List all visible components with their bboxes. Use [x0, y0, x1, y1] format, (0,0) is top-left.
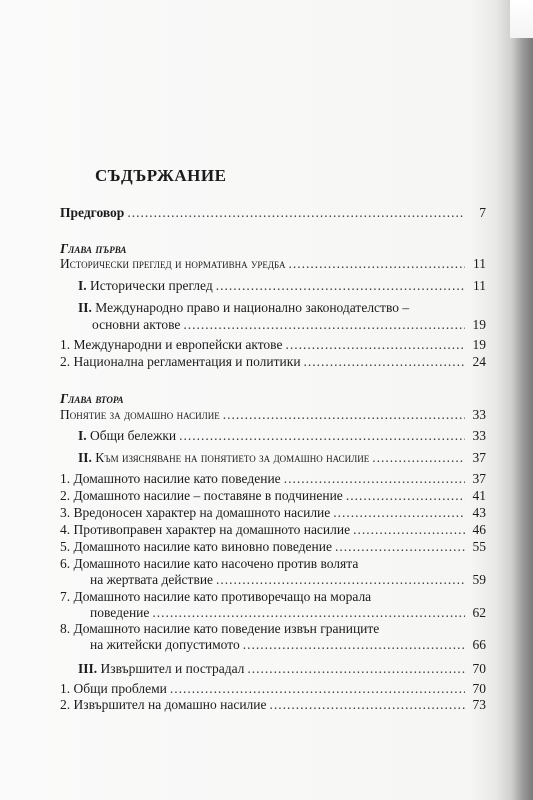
dot-leader — [183, 316, 465, 333]
toc-entry-section[interactable] — [78, 449, 486, 466]
toc-entry-section[interactable] — [78, 660, 486, 677]
toc-entry-label: 1. Домашното насилие като поведение — [60, 471, 281, 486]
toc-entry-label: Исторически преглед и нормативна уредба — [60, 256, 286, 271]
toc-entry-item[interactable] — [60, 538, 486, 555]
toc-page-number: 7 — [479, 205, 486, 220]
toc-entry-label: 3. Вредоносен характер на домашното насилие — [60, 505, 331, 520]
toc-entry-label: Общи бележки — [90, 428, 177, 443]
toc-entry-label: 1. Международни и европейски актове — [60, 337, 283, 352]
toc-entry-label: 2. Извършител на домашно насилие — [60, 697, 267, 712]
toc-page-number: 33 — [472, 407, 486, 422]
section-number: II. — [78, 450, 92, 465]
dot-leader — [216, 277, 465, 294]
dot-leader — [247, 660, 465, 677]
toc-entry-item-line2[interactable] — [90, 636, 486, 653]
toc-entry-label: Към изясняване на понятието за домашно насилие — [95, 450, 370, 465]
toc-entry-label: Исторически преглед — [90, 278, 213, 293]
toc-page-number: 62 — [472, 605, 486, 620]
toc-entry-chapter-title[interactable] — [60, 406, 486, 423]
toc-entry-item-line1[interactable]: 7. Домашното насилие като противоречащо на морала — [60, 589, 372, 604]
dot-leader — [304, 353, 465, 370]
dot-leader — [285, 336, 465, 353]
toc-entry-item[interactable] — [60, 336, 486, 353]
toc-entry-label: на житейски допустимото — [90, 637, 240, 652]
dot-leader — [270, 696, 465, 713]
page-title: СЪДЪРЖАНИЕ — [95, 166, 227, 185]
toc-page-number: 70 — [472, 661, 486, 676]
toc-page-number: 37 — [472, 471, 486, 486]
toc-entry-label: Международно право и национално законодателство – — [95, 300, 410, 315]
toc-entry-label: Понятие за домашно насилие — [60, 407, 220, 422]
dot-leader — [170, 680, 465, 697]
section-number: I. — [78, 428, 87, 443]
dot-leader — [179, 427, 465, 444]
toc-entry-item[interactable] — [60, 696, 486, 713]
toc-entry-label: основни актове — [92, 317, 181, 332]
toc-entry-label: 4. Противоправен характер на домашното насилие — [60, 522, 351, 537]
section-number: III. — [78, 661, 98, 676]
dot-leader — [335, 538, 465, 555]
toc-entry-chapter-title[interactable] — [60, 255, 486, 272]
toc-page-number: 41 — [472, 488, 486, 503]
toc-entry-label: Извършител и пострадал — [100, 661, 245, 676]
toc-entry-item-line1[interactable]: 8. Домашното насилие като поведение извън границите — [60, 621, 380, 636]
toc-entry-item[interactable] — [60, 353, 486, 370]
dot-leader — [353, 521, 465, 538]
toc-page-number: 24 — [472, 354, 486, 369]
dot-leader — [284, 470, 465, 487]
dot-leader — [372, 449, 465, 466]
dot-leader — [289, 255, 465, 272]
toc-entry-section[interactable] — [78, 427, 486, 444]
toc-page-number: 11 — [473, 278, 486, 293]
page-corner — [510, 0, 533, 38]
toc-page-number: 33 — [472, 428, 486, 443]
toc-page-number: 55 — [472, 539, 486, 554]
toc-page-number: 59 — [472, 572, 486, 587]
toc-page-number: 43 — [472, 505, 486, 520]
toc-entry-item[interactable] — [60, 680, 486, 697]
dot-leader — [243, 636, 465, 653]
toc-entry-item-line1[interactable]: 6. Домашното насилие като насочено против волята — [60, 556, 359, 571]
dot-leader — [127, 204, 465, 221]
toc-page-number: 11 — [473, 256, 486, 271]
section-number: I. — [78, 278, 87, 293]
toc-page-number: 37 — [472, 450, 486, 465]
toc-entry-label: поведение — [90, 605, 150, 620]
dot-leader — [333, 504, 465, 521]
toc-entry-item[interactable] — [60, 470, 486, 487]
toc-entry-label: на жертвата действие — [90, 572, 214, 587]
toc-entry-label: 2. Домашното насилие – поставяне в подчинение — [60, 488, 343, 503]
chapter-label: Глава първа — [60, 241, 127, 256]
toc-page-number: 73 — [472, 697, 486, 712]
toc-entry-label: 2. Национална регламентация и политики — [60, 354, 301, 369]
section-number: II. — [78, 300, 92, 315]
toc-page-number: 19 — [472, 337, 486, 352]
toc-entry-section-line2[interactable] — [92, 316, 486, 333]
toc-entry-section-line1[interactable] — [78, 299, 409, 316]
dot-leader — [216, 571, 465, 588]
toc-page-number: 19 — [472, 317, 486, 332]
chapter-label: Глава втора — [60, 391, 124, 406]
toc-entry-label: 1. Общи проблеми — [60, 681, 167, 696]
toc-page-number: 66 — [472, 637, 486, 652]
dot-leader — [346, 487, 465, 504]
toc-entry-item[interactable] — [60, 504, 486, 521]
toc-entry-item-line2[interactable] — [90, 604, 486, 621]
dot-leader — [152, 604, 465, 621]
toc-entry-item[interactable] — [60, 521, 486, 538]
toc-page-number: 46 — [472, 522, 486, 537]
dot-leader — [223, 406, 465, 423]
toc-entry-section[interactable] — [78, 277, 486, 294]
toc-entry-item[interactable] — [60, 487, 486, 504]
toc-entry-item-line2[interactable] — [90, 571, 486, 588]
toc-entry-label: Предговор — [60, 205, 125, 220]
table-of-contents — [60, 0, 486, 800]
toc-page-number: 70 — [472, 681, 486, 696]
toc-entry-label: 5. Домашното насилие като виновно поведение — [60, 539, 332, 554]
toc-entry-preface[interactable] — [60, 204, 486, 221]
